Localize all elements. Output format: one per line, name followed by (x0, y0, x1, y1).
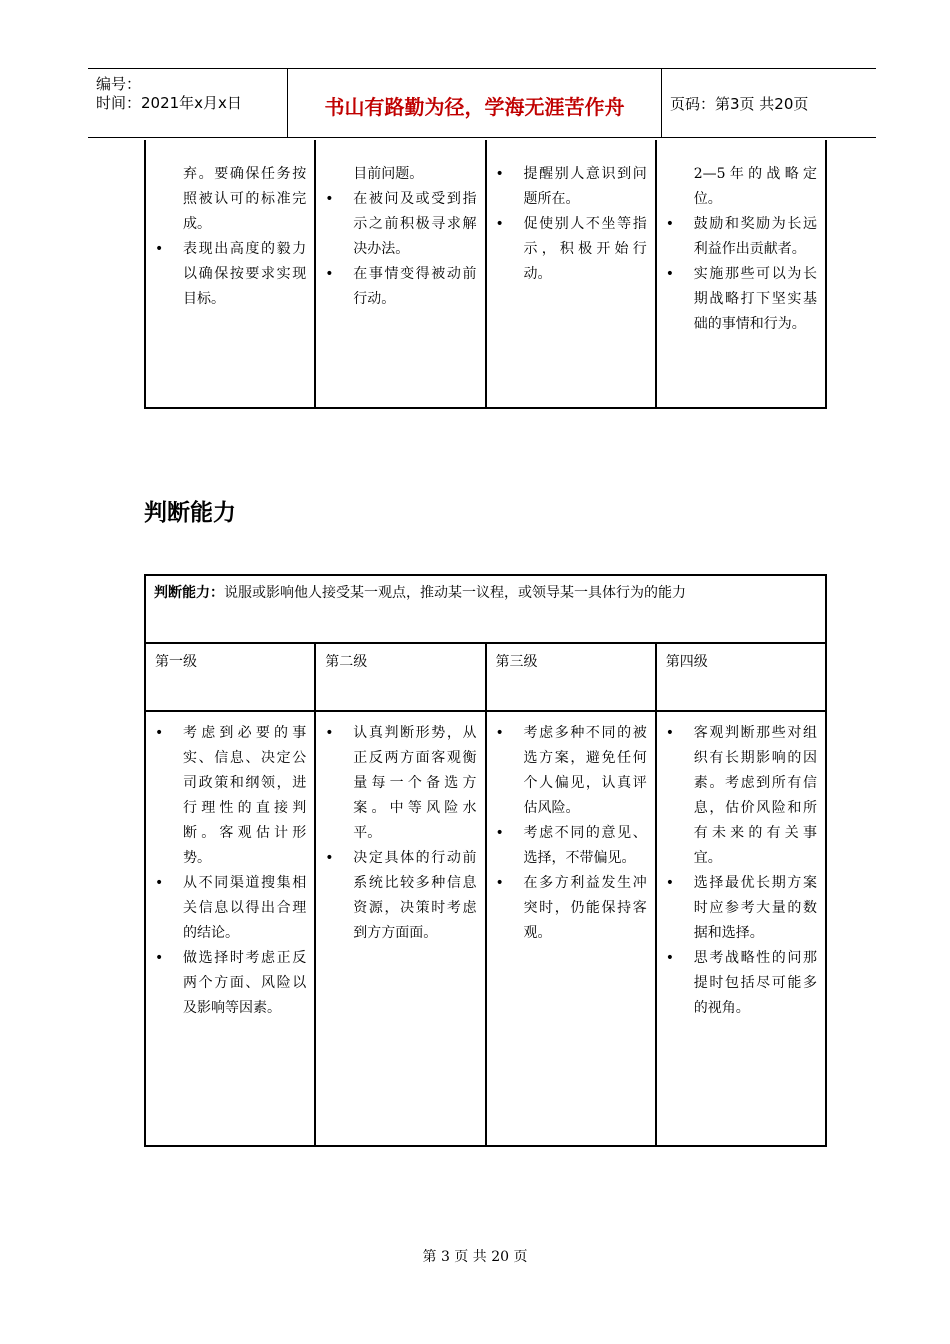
continued-text: 目前问题。 (353, 166, 424, 182)
level-header-row (145, 643, 826, 711)
level-header-1: 第一级 (145, 643, 315, 711)
page-header (88, 68, 876, 138)
continued-col-2 (315, 140, 485, 408)
list-item: • 认真判断形势，从正反两方面客观衡量每一个备选方案。中等风险水平。 (316, 721, 484, 846)
level-2-cell (315, 711, 485, 1146)
serial-label: 编号： (96, 75, 142, 93)
level-header-3: 第三级 (486, 643, 656, 711)
continued-text: 弃。要确保任务按照被认可的标准完成。 (183, 166, 307, 232)
judgment-table (144, 574, 827, 1147)
page-footer: 第 3 页 共 20 页 (422, 1249, 528, 1265)
section-title: 判断能力 (144, 500, 236, 526)
level-4-cell (656, 711, 826, 1146)
continued-col-4 (656, 140, 826, 408)
list-item: • 考虑多种不同的被选方案，避免任何个人偏见，认真评估风险。 (487, 721, 655, 821)
header-page-cell (661, 69, 876, 137)
list-item: • 考虑不同的意见、选择，不带偏见。 (487, 821, 655, 871)
definition-cell (145, 575, 826, 643)
definition-text: 说服或影响他人接受某一观点，推动某一议程，或领导某一具体行为的能力 (224, 585, 686, 601)
list-item: • 在被问及或受到指示之前积极寻求解决办法。 (316, 187, 484, 262)
level-3-cell (486, 711, 656, 1146)
list-item: • 促使别人不坐等指示，积极开始行动。 (487, 212, 655, 287)
list-item: • 表现出高度的毅力以确保按要求实现目标。 (146, 237, 314, 312)
header-info (88, 69, 287, 137)
list-item: • 提醒别人意识到问题所在。 (487, 162, 655, 212)
list-item: • 思考战略性的问那提时包括尽可能多的视角。 (657, 946, 825, 1021)
header-motto: 书山有路勤为径，学海无涯苦作舟 (324, 95, 625, 119)
list-item: • 做选择时考虑正反两个方面、风险以及影响等因素。 (146, 946, 314, 1021)
continued-table (144, 140, 827, 409)
header-motto-cell (287, 69, 662, 137)
definition-row (145, 575, 826, 643)
continued-row (145, 140, 826, 408)
level-body-row (145, 711, 826, 1146)
continued-col-3 (486, 140, 656, 408)
level-header-2: 第二级 (315, 643, 485, 711)
list-item: • 决定具体的行动前系统比较多种信息资源，决策时考虑到方方面面。 (316, 846, 484, 946)
list-item: • 客观判断那些对组织有长期影响的因素。考虑到所有信息，估价风险和所有未来的有关事宜。 (657, 721, 825, 871)
definition-label: 判断能力： (154, 585, 224, 601)
list-item: • 实施那些可以为长期战略打下坚实基础的事情和行为。 (657, 262, 825, 337)
level-1-cell (145, 711, 315, 1146)
continued-text: 2—5年的战略定位。 (693, 166, 817, 207)
continued-col-1 (145, 140, 315, 408)
list-item: • 考虑到必要的事实、信息、决定公司政策和纲领，进行理性的直接判断。客观估计形势。 (146, 721, 314, 871)
list-item: • 选择最优长期方案时应参考大量的数据和选择。 (657, 871, 825, 946)
time-label: 时间：2021年x月x日 (96, 94, 242, 112)
header-page-label: 页码：第3页 共20页 (670, 95, 809, 113)
list-item: • 在多方利益发生冲突时，仍能保持客观。 (487, 871, 655, 946)
list-item: • 在事情变得被动前行动。 (316, 262, 484, 312)
list-item: • 从不同渠道搜集相关信息以得出合理的结论。 (146, 871, 314, 946)
list-item: • 鼓励和奖励为长远利益作出贡献者。 (657, 212, 825, 262)
level-header-4: 第四级 (656, 643, 826, 711)
